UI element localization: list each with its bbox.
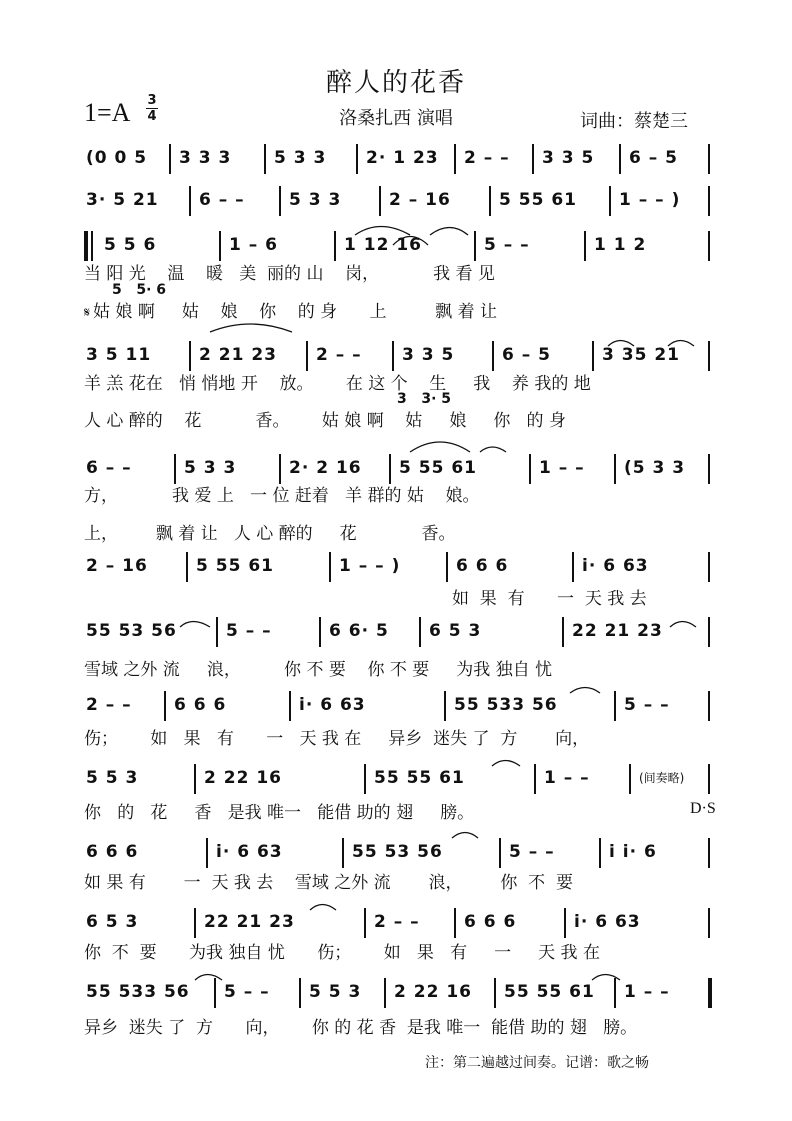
measure: 5 5 3 [86,768,139,788]
measure: 2· 2 16 [289,458,362,478]
barline [216,617,218,647]
measure: 1 – – [624,982,670,1002]
measure: 22 21 23 [572,621,663,641]
barline [364,764,366,794]
barline [619,144,621,174]
barline [562,617,564,647]
measure: 2 21 23 [199,345,277,365]
barline [189,341,191,371]
barline [356,144,358,174]
measure: 3 3 5 [542,148,595,168]
measure: 55 55 61 [504,982,595,1002]
measure: 1 1 2 [594,235,647,255]
measure: 5 5 3 [309,982,362,1002]
repeat-start-bar [91,231,93,261]
measure: i i· 6 [609,842,657,862]
sub-notes-1: 5 5· 6 [112,282,167,298]
barline [629,764,631,794]
barline [342,838,344,868]
lyric-line-11: 如 果 有 一 天 我 去 雪域 之外 流 浪， 你 不 要 [84,873,573,893]
barline [186,552,188,582]
lyric-line-6: 上， 飘 着 让 人 心 醉的 花 香。 [84,524,456,544]
barline [492,341,494,371]
measure: (0 0 5 [86,148,148,168]
composer-credit: 词曲：蔡楚三 [580,111,688,132]
measure: 5 – – [226,621,272,641]
barline [264,144,266,174]
lyric-line-9: 伤； 如 果 有 一 天 我 在 异乡 迷失 了 方 向， [84,729,590,749]
barline [454,908,456,938]
lyric-line-2 [84,297,712,327]
measure: (间奏略) [639,771,685,785]
measure: 2· 1 23 [366,148,439,168]
measure: 5 55 61 [196,556,274,576]
barline [364,908,366,938]
measure: 5 55 61 [399,458,477,478]
barline [174,454,176,484]
time-signature-bottom: 4 [147,109,157,124]
measure: 1 – – [539,458,585,478]
notation-row [84,685,712,725]
measure: 6 6 6 [86,842,139,862]
time-signature-top: 3 [147,93,157,108]
barline [164,691,166,721]
barline [708,838,710,868]
lyric-line-8: 雪域 之外 流 浪， 你 不 要 你 不 要 为我 独自 忧 [84,660,553,680]
measure: 2 – 16 [86,556,148,576]
barline [279,454,281,484]
barline [334,231,336,261]
barline [534,764,536,794]
barline [614,691,616,721]
measure: (5 3 3 [624,458,686,478]
barline [194,764,196,794]
footnote: 注：第二遍越过间奏。记谱：歌之畅 [425,1055,649,1071]
singer-credit: 洛桑扎西 演唱 [339,108,453,129]
barline [708,186,710,216]
measure: 1 – – [544,768,590,788]
lyric-line-5: 方， 我 爱 上 一 位 赶着 羊 群的 姑 娘。 [84,486,480,506]
measure: 6 6 6 [464,912,517,932]
barline [564,908,566,938]
measure: 5 – – [484,235,530,255]
barline [289,691,291,721]
measure: 2 22 16 [394,982,472,1002]
barline [708,454,710,484]
lyric-line-10: 你 的 花 香 是我 唯一 能借 助的 翅 膀。 [84,803,475,823]
measure: 6 – 5 [502,345,551,365]
barline [169,144,171,174]
lyric-line-3: 羊 羔 花在 悄 悄地 开 放。 在 这 个 生 我 养 我的 地 [84,374,591,394]
measure: i· 6 63 [216,842,283,862]
barline [499,838,501,868]
measure: 1 12 16 [344,235,422,255]
barline [214,978,216,1008]
barline [609,186,611,216]
measure: i· 6 63 [582,556,649,576]
measure: 1 – – ) [339,556,401,576]
measure: i· 6 63 [574,912,641,932]
barline [474,231,476,261]
measure: 55 55 61 [374,768,465,788]
barline [189,186,191,216]
measure: 2 – – [464,148,510,168]
measure: 3· 5 21 [86,190,159,210]
measure: 6 5 3 [429,621,482,641]
measure: 6 6· 5 [329,621,389,641]
measure: 5 – – [224,982,270,1002]
barline [494,978,496,1008]
barline [708,144,710,174]
measure: 2 – – [86,695,132,715]
key-signature: 1=A [84,98,131,127]
ds-mark: D·S [690,800,716,817]
measure: 3 3 5 [402,345,455,365]
notation-row [84,138,712,178]
measure: 5 3 3 [184,458,237,478]
barline [708,341,710,371]
measure: 2 – 16 [389,190,451,210]
barline [599,838,601,868]
measure: 3 3 3 [179,148,232,168]
lyric-line-1: 当 阳 光 温 暖 美 丽的 山 岗， 我 看 见 [84,264,495,284]
measure: 5 – – [509,842,555,862]
barline [614,978,616,1008]
notation-row [84,832,712,872]
barline [708,552,710,582]
measure: 3 5 11 [86,345,152,365]
barline [319,617,321,647]
barline [279,186,281,216]
measure: 6 5 3 [86,912,139,932]
barline [614,454,616,484]
sub-notes-2: 3 3· 5 [397,391,452,407]
barline [708,764,710,794]
lyric-line-4: 人 心 醉的 花 香。 姑 娘 啊 姑 娘 你 的 身 [84,411,566,431]
measure: 22 21 23 [204,912,295,932]
notation-row [84,972,712,1012]
measure: 2 – – [316,345,362,365]
measure: 6 – – [86,458,132,478]
barline [592,341,594,371]
barline [489,186,491,216]
notation-row [84,546,712,586]
barline [206,838,208,868]
measure: 5 3 3 [289,190,342,210]
lyric-line-13: 异乡 迷失 了 方 向， 你 的 花 香 是我 唯一 能借 助的 翅 膀。 [84,1018,638,1038]
barline [194,908,196,938]
measure: 55 53 56 [352,842,443,862]
measure: 2 – – [374,912,420,932]
barline [219,231,221,261]
barline [299,978,301,1008]
measure: i· 6 63 [299,695,366,715]
barline [389,454,391,484]
measure: 2 22 16 [204,768,282,788]
lyric-line-7: 如 果 有 一 天 我 去 [452,589,647,609]
measure: 3 35 21 [602,345,680,365]
measure: 6 – 5 [629,148,678,168]
barline [384,978,386,1008]
measure: 6 6 6 [174,695,227,715]
segno-mark: 𝄋 [84,305,91,321]
notation-row [84,180,712,220]
notation-row [84,758,712,798]
measure: 5 5 6 [104,235,157,255]
lyric-line-2-text: 姑 娘 啊 姑 娘 你 的 身 上 飘 着 让 [93,302,497,322]
measure: 55 53 56 [86,621,177,641]
barline [419,617,421,647]
measure: 55 533 56 [86,982,190,1002]
measure: 5 55 61 [499,190,577,210]
barline [446,552,448,582]
barline [306,341,308,371]
measure: 5 3 3 [274,148,327,168]
barline [454,144,456,174]
barline [708,978,712,1008]
repeat-start-bar [84,231,88,261]
barline [529,454,531,484]
barline [379,186,381,216]
lyric-line-12: 你 不 要 为我 独自 忧 伤； 如 果 有 一 天 我 在 [84,943,600,963]
song-title: 醉人的花香 [325,68,466,98]
barline [708,231,710,261]
measure: 6 6 6 [456,556,509,576]
barline [708,617,710,647]
measure: 6 – – [199,190,245,210]
barline [708,908,710,938]
notation-row [84,611,712,651]
barline [532,144,534,174]
barline [329,552,331,582]
barline [572,552,574,582]
barline [392,341,394,371]
measure: 1 – 6 [229,235,278,255]
barline [708,691,710,721]
barline [584,231,586,261]
notation-row [84,902,712,942]
measure: 5 – – [624,695,670,715]
measure: 1 – – ) [619,190,681,210]
measure: 55 533 56 [454,695,558,715]
barline [444,691,446,721]
